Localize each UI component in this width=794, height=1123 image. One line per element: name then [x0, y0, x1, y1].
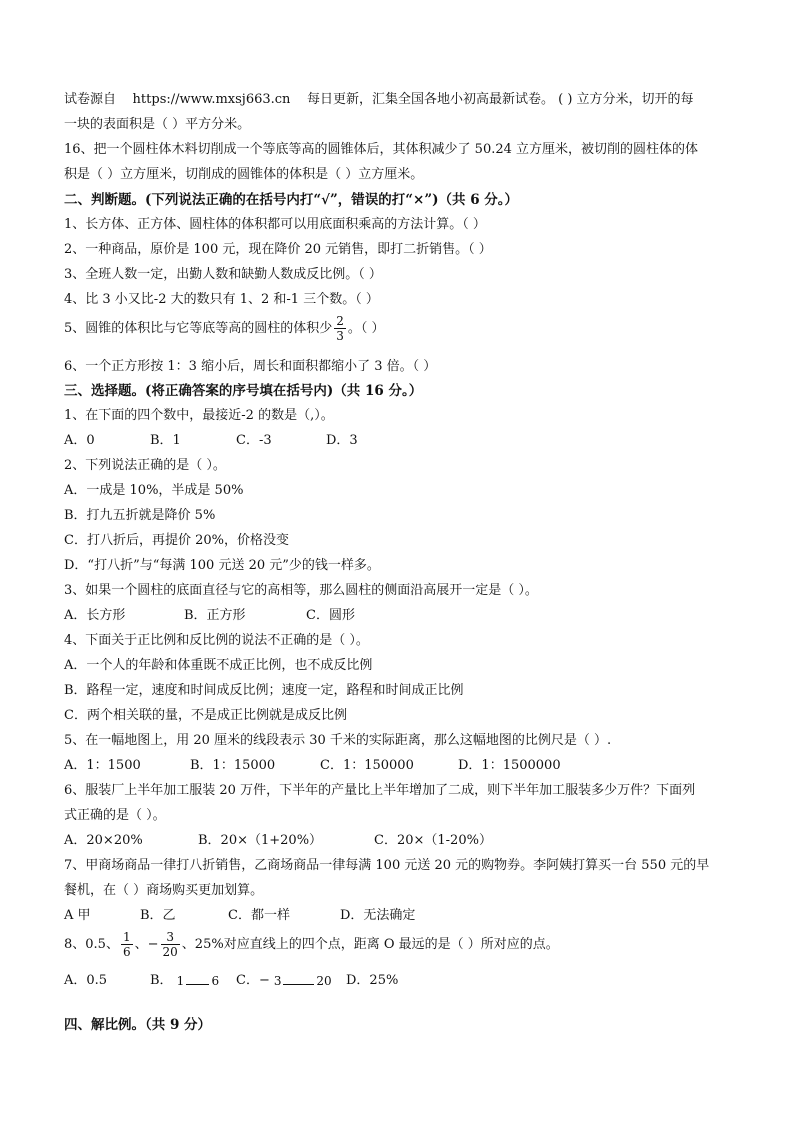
s2-item6: 6、一个正方形按 1：3 缩小后，周长和面积都缩小了 3 倍。（ ）: [64, 359, 437, 374]
option: D．3: [326, 433, 358, 448]
option: A．0.5: [64, 973, 108, 988]
option: A．20×20%: [64, 833, 143, 848]
option: A 甲: [64, 908, 91, 923]
source-header-line: [64, 91, 694, 109]
s3-q2-opt-a: A．一成是 10%，半成是 50%: [64, 483, 244, 498]
s3-q2-opt-b: B．打九五折就是降价 5%: [64, 508, 216, 523]
s3-q1: 1、在下面的四个数中，最接近-2 的数是（,）。: [64, 408, 334, 423]
option-c: C．− 3 20: [236, 973, 332, 988]
s3-q2: 2、下列说法正确的是（ ）。: [64, 458, 226, 473]
s3-q6-line1: 6、服装厂上半年加工服装 20 万件，下半年的产量比上半年增加了二成，则下半年加工服装多少万件？下面列: [64, 783, 696, 798]
s3-q4-opt-a: A．一个人的年龄和体重既不成正比例，也不成反比例: [64, 658, 373, 673]
q8-separator: 、: [134, 937, 148, 952]
option: C．-3: [236, 433, 272, 448]
option: A．长方形: [64, 608, 126, 623]
s3-q3: 3、如果一个圆柱的底面直径与它的高相等，那么圆柱的侧面沿高展开一定是（ ）。: [64, 583, 538, 598]
q8-prefix: 8、0.5、: [64, 937, 119, 952]
section3-title: 三、选择题。(将正确答案的序号填在括号内)（共 16 分。）: [64, 383, 423, 399]
s3-q4-opt-c: C．两个相关联的量，不是成正比例就是成反比例: [64, 708, 347, 723]
s3-q1-options: [64, 432, 358, 450]
option: B．1: [150, 433, 181, 448]
fraction-one-sixth: $\frac{1}{6}$: [122, 930, 131, 959]
s2-item3: 3、全班人数一定，出勤人数和缺勤人数成反比例。（ ）: [64, 267, 382, 282]
section2-title: 二、判断题。(下列说法正确的在括号内打“√”，错误的打“×”)（共 6 分。）: [64, 192, 519, 208]
option: B．1：15000: [190, 758, 276, 773]
fraction-three-twentieths: 3 20: [273, 973, 332, 988]
option: C．圆形: [306, 608, 355, 623]
s3-q3-options: [64, 607, 355, 625]
source-label: 试卷源自: [64, 92, 117, 107]
s2-item5-suffix: 。（ ）: [347, 321, 385, 336]
s3-q8-options: [64, 972, 398, 990]
option: C．20×（1-20%）: [374, 833, 492, 848]
s3-q5: 5、在一幅地图上，用 20 厘米的线段表示 30 千米的实际距离，那么这幅地图的比例尺是（ ）.: [64, 733, 612, 748]
option: D．1：1500000: [458, 758, 561, 773]
source-url: https://www.mxsj663.cn: [132, 92, 291, 107]
q8-suffix: 、25%对应直线上的四个点，距离 O 最远的是（ ）所对应的点。: [181, 937, 559, 952]
option: B．乙: [140, 908, 176, 923]
option: B．20×（1+20%）: [198, 833, 323, 848]
fraction-two-thirds: $\frac{2}{3}$: [336, 314, 344, 343]
source-promo: 每日更新，汇集全国各地小初高最新试卷。: [306, 92, 554, 107]
fraction-one-sixth: 1 6: [176, 973, 220, 988]
s3-q7-options: [64, 907, 415, 925]
s2-item5-prefix: 5、圆锥的体积比与它等底等高的圆柱的体积少: [64, 321, 333, 336]
s3-q2-opt-d: D．“打八折”与“每满 100 元送 20 元”少的钱一样多。: [64, 558, 380, 573]
minus-sign: −: [147, 936, 159, 952]
s2-item4: 4、比 3 小又比-2 大的数只有 1、2 和-1 三个数。（ ）: [64, 292, 379, 307]
q15-line2: 一块的表面积是（ ）平方分米。: [64, 117, 251, 132]
option: A．0: [64, 433, 95, 448]
s2-item2: 2、一种商品，原价是 100 元，现在降价 20 元销售，即打二折销售。（ ）: [64, 242, 492, 257]
s2-item1: 1、长方体、正方体、圆柱体的体积都可以用底面积乘高的方法计算。（ ）: [64, 217, 486, 232]
option: C．1：150000: [320, 758, 414, 773]
s3-q6-line2: 式正确的是（ ）。: [64, 808, 166, 823]
q16-line2: 积是（ ）立方厘米，切削成的圆锥体的体积是（ ）立方厘米。: [64, 167, 424, 182]
option: A．1：1500: [64, 758, 141, 773]
s3-q8: [64, 930, 559, 959]
q16-line1: 16、把一个圆柱体木料切削成一个等底等高的圆锥体后，其体积减少了 50.24 立方厘米，被切削的圆柱体的体: [64, 142, 699, 157]
q15-tail: ( ) 立方分米，切开的每: [558, 92, 694, 107]
option: C．都一样: [228, 908, 290, 923]
s3-q7-line2: 餐机，在（ ）商场购买更加划算。: [64, 883, 264, 898]
s3-q7-line1: 7、甲商场商品一律打八折销售，乙商场商品一律每满 100 元送 20 元的购物券。李阿姨打算买一台 550 元的早: [64, 858, 710, 873]
option-b: B． 1 6: [150, 973, 220, 988]
option: D．无法确定: [340, 908, 416, 923]
fraction-three-twentieths: $\frac{3}{20}$: [162, 930, 178, 959]
s3-q2-opt-c: C．打八折后，再提价 20%，价格没变: [64, 533, 289, 548]
s3-q5-options: [64, 757, 561, 775]
section4-title: 四、解比例。（共 9 分）: [64, 1017, 212, 1033]
s3-q4-opt-b: B．路程一定，速度和时间成反比例；速度一定，路程和时间成正比例: [64, 683, 464, 698]
option: B．正方形: [184, 608, 246, 623]
s3-q4: 4、下面关于正比例和反比例的说法不正确的是（ ）。: [64, 633, 369, 648]
option: D．25%: [346, 973, 399, 988]
s3-q6-options: [64, 832, 492, 850]
s2-item5: [64, 314, 385, 343]
